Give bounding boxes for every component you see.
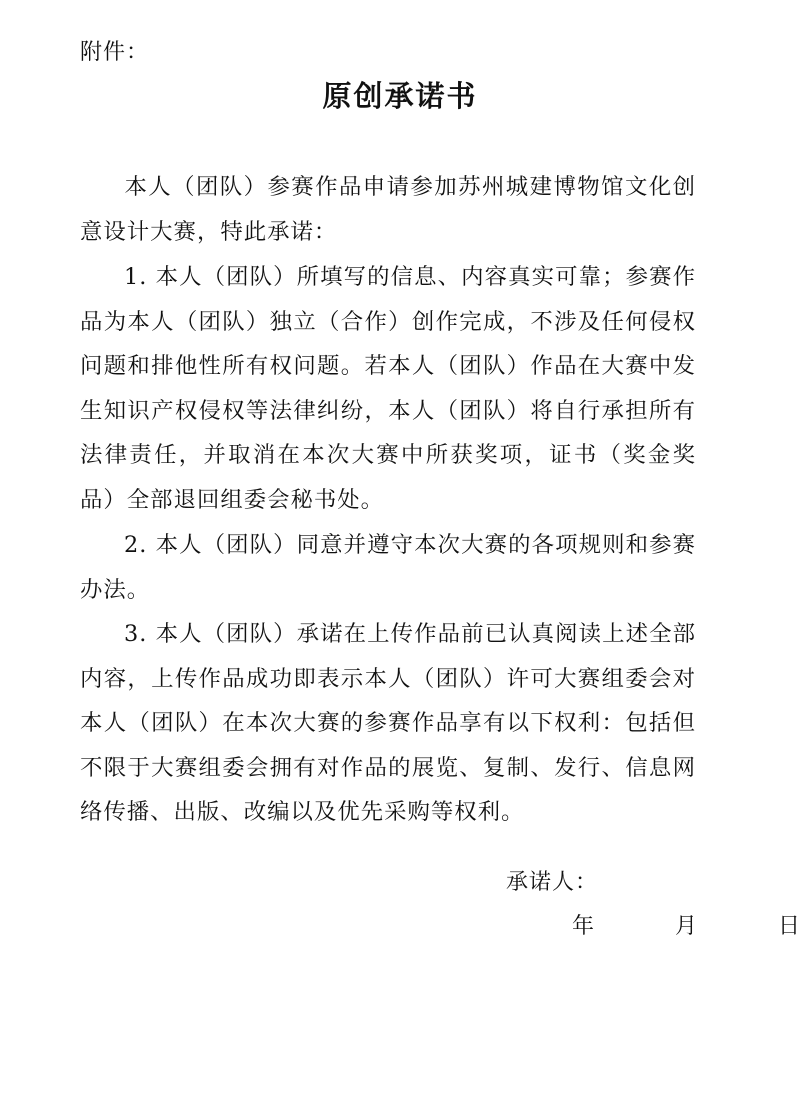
commitment-item-1-text: 1. 本人（团队）所填写的信息、内容真实可靠；参赛作品为本人（团队）独立（合作）创作完成，不涉及任何侵权问题和排他性所有权问题。若本人（团队）作品在大赛中发生知识产权侵权等法律纠纷，本人（团队）将自行承担所有法律责任，并取消在本次大赛中所获奖项，证书（奖金奖品）全部退回组委会秘书处。 [80, 264, 696, 513]
date-line: 年 月 日 [572, 914, 800, 939]
commitment-item-2 [80, 523, 696, 612]
commitment-item-2-text: 2. 本人（团队）同意并遵守本次大赛的各项规则和参赛办法。 [80, 532, 696, 603]
intro-paragraph [80, 165, 696, 254]
intro-paragraph-text: 本人（团队）参赛作品申请参加苏州城建博物馆文化创意设计大赛，特此承诺： [80, 174, 696, 245]
attachment-label: 附件： [80, 40, 150, 65]
commitment-item-1 [80, 255, 696, 523]
commitment-item-3-text: 3. 本人（团队）承诺在上传作品前已认真阅读上述全部内容，上传作品成功即表示本人（团队）许可大赛组委会对本人（团队）在本次大赛的参赛作品享有以下权利：包括但不限于大赛组委会拥有对作品的展览、复制、发行、信息网络传播、出版、改编以及优先采购等权利。 [80, 621, 696, 826]
commitment-item-3 [80, 612, 696, 835]
signer-label: 承诺人： [506, 870, 599, 895]
document-title: 原创承诺书 [322, 79, 478, 113]
